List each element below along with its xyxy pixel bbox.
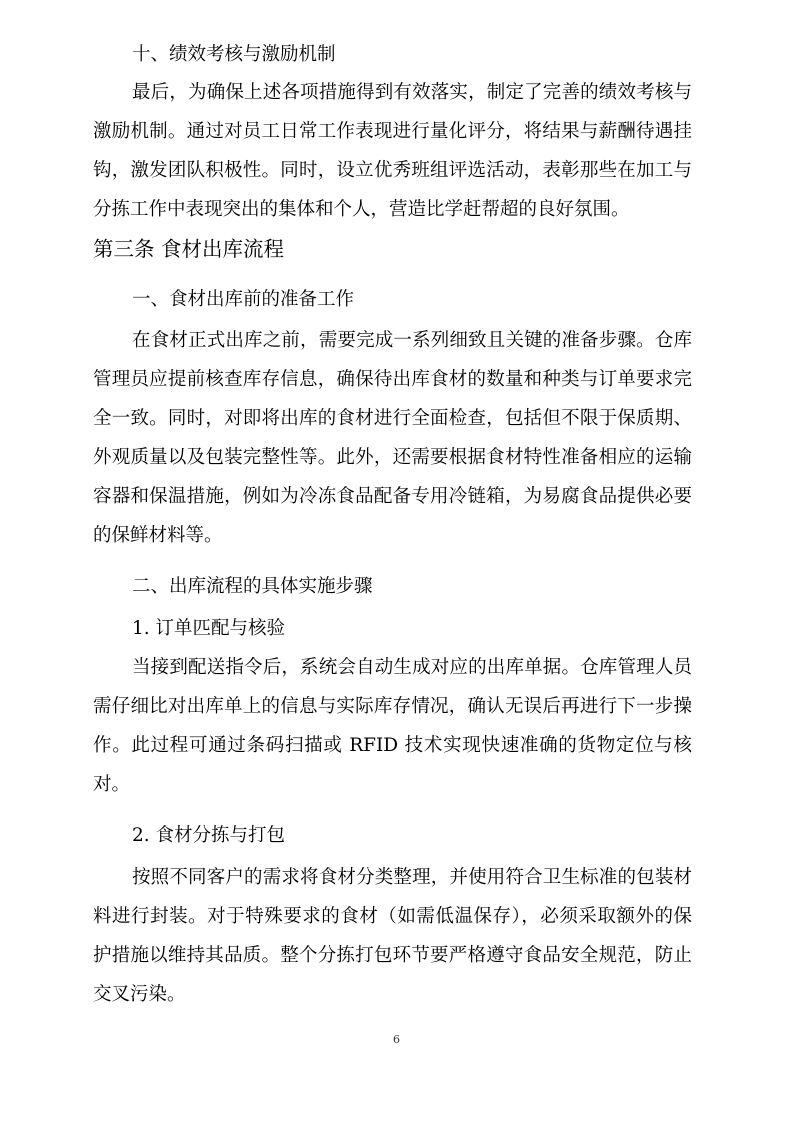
paragraph-line: 激励机制。通过对员工日常工作表现进行量化评分，将结果与薪酬待遇挂 xyxy=(93,121,692,142)
paragraph-line: 护措施以维持其品质。整个分拣打包环节要严格遵守食品安全规范，防止 xyxy=(93,945,692,966)
section-heading: 二、出库流程的具体实施步骤 xyxy=(132,576,373,597)
paragraph-line: 管理员应提前核查库存信息，确保待出库食材的数量和种类与订单要求完 xyxy=(93,369,692,390)
paragraph-line: 钩，激发团队积极性。同时，设立优秀班组评选活动，表彰那些在加工与 xyxy=(93,160,692,181)
subsection-heading: 2. 食材分拣与打包 xyxy=(132,825,286,846)
paragraph-line: 最后，为确保上述各项措施得到有效落实，制定了完善的绩效考核与 xyxy=(132,82,692,103)
paragraph-line: 作。此过程可通过条码扫描或 RFID 技术实现快速准确的货物定位与核 xyxy=(93,735,692,756)
paragraph-line: 全一致。同时，对即将出库的食材进行全面检查，包括但不限于保质期、 xyxy=(93,408,692,429)
paragraph-line: 交叉污染。 xyxy=(93,984,186,1005)
paragraph-line: 的保鲜材料等。 xyxy=(93,525,223,546)
paragraph-line: 需仔细比对出库单上的信息与实际库存情况，确认无误后再进行下一步操 xyxy=(93,696,692,717)
paragraph-line: 按照不同客户的需求将食材分类整理，并使用符合卫生标准的包装材 xyxy=(132,867,692,888)
paragraph-line: 当接到配送指令后，系统会自动生成对应的出库单据。仓库管理人员 xyxy=(132,657,692,678)
section-heading: 一、食材出库前的准备工作 xyxy=(132,289,355,310)
paragraph-line: 料进行封装。对于特殊要求的食材（如需低温保存），必须采取额外的保 xyxy=(93,906,692,927)
paragraph-line: 在食材正式出库之前，需要完成一系列细致且关键的准备步骤。仓库 xyxy=(132,330,692,351)
article-title: 第三条 食材出库流程 xyxy=(93,237,285,261)
subsection-heading: 1. 订单匹配与核验 xyxy=(132,618,286,639)
page-number: 6 xyxy=(393,1033,400,1046)
paragraph-line: 容器和保温措施，例如为冷冻食品配备专用冷链箱，为易腐食品提供必要 xyxy=(93,486,692,507)
paragraph-line: 外观质量以及包装完整性等。此外，还需要根据食材特性准备相应的运输 xyxy=(93,447,692,468)
paragraph-line: 对。 xyxy=(93,774,131,795)
paragraph-line: 分拣工作中表现突出的集体和个人，营造比学赶帮超的良好氛围。 xyxy=(93,199,630,220)
section-heading: 十、绩效考核与激励机制 xyxy=(132,44,336,65)
